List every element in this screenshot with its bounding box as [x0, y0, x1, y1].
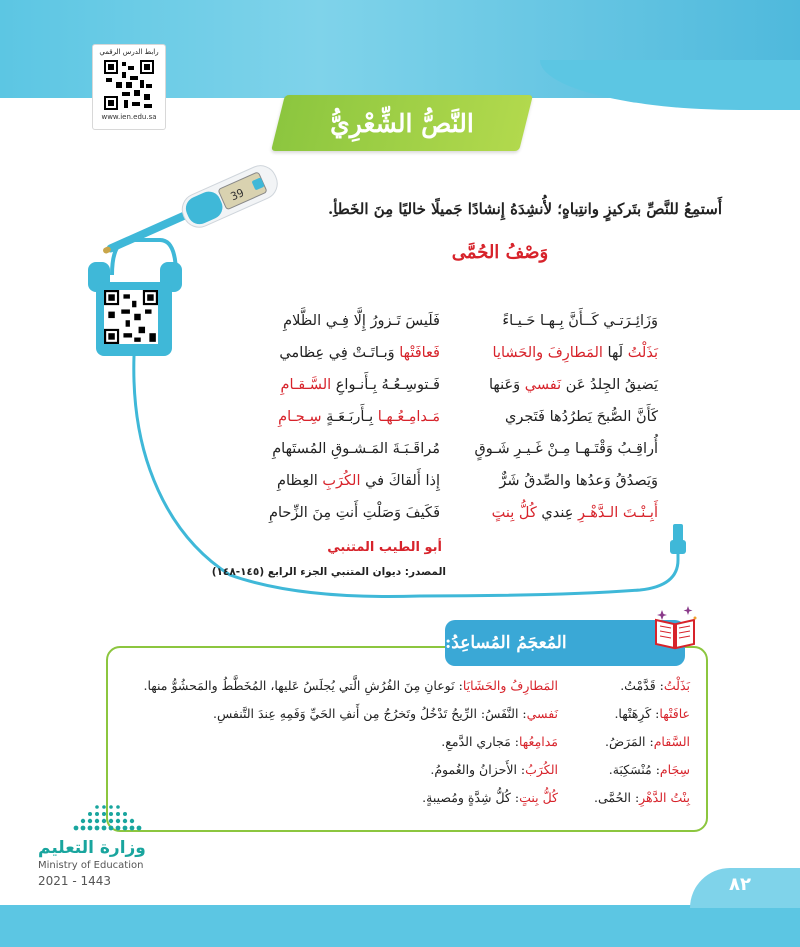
verse-text: وَيَصدُقُ وَعدُها والصِّدقُ شَرٌّ	[499, 473, 658, 489]
verse-text: وَبـاتَـتْ فِي عِظامي	[279, 345, 400, 361]
dictionary-term: الكُرَبُ	[525, 762, 558, 777]
open-book-icon	[650, 604, 700, 654]
dictionary-term: المَطارِفُ والحَشَايَا	[462, 678, 558, 693]
verse-hemistich	[438, 497, 658, 529]
highlighted-word: أَبِـنْـتَ الـدَّهْـرِ	[578, 505, 658, 521]
verse-hemistich	[220, 401, 440, 433]
poem-title: وَصْفُ الحُمَّى	[451, 242, 549, 263]
highlighted-word: كُلُّ بِنتٍ	[491, 505, 537, 521]
dictionary-entry	[560, 672, 690, 700]
verse-hemistich	[438, 465, 658, 497]
dictionary-entry	[118, 672, 558, 700]
dictionary-definition: : نَوعانِ مِنَ الفُرُشِ الَّتي يُجلَسُ عَليها، المُخَطَّطُ والمَحشُوُّ منها.	[143, 678, 463, 693]
dictionary-definition: : المَرَضُ.	[605, 734, 654, 749]
verse-text: فَكَيفَ وَصَلْتِ أَنتِ مِنَ الزِّحامِ	[268, 505, 440, 521]
edition-year: 2021 - 1443	[38, 874, 112, 888]
verse-hemistich	[220, 465, 440, 497]
dictionary-entry	[118, 784, 558, 812]
verse-text: وَعَنها	[489, 377, 525, 393]
digital-lesson-qr-card[interactable]	[92, 44, 166, 130]
verse-hemistich	[438, 433, 658, 465]
dictionary-right-column	[560, 672, 690, 812]
highlighted-word: نَفسي	[524, 377, 562, 393]
verse-text: يَضيقُ الجِلدُ عَن	[561, 377, 658, 393]
highlighted-word: بَذَلْتُ	[627, 345, 658, 361]
verse-hemistich	[438, 401, 658, 433]
section-title: النَّصُّ الشِّعْرِيُّ	[330, 108, 474, 138]
verse-hemistich	[220, 433, 440, 465]
audio-qr-code-icon[interactable]	[104, 290, 158, 344]
verse-text: فَـتوسِـعُـهُ بِـأَنـواعِ	[331, 377, 440, 393]
dictionary-term: سِجَام	[659, 762, 690, 777]
dictionary-term: السَّقام	[653, 734, 690, 749]
dictionary-entry	[560, 756, 690, 784]
dictionary-term: نَفسي	[526, 706, 558, 721]
page-number: ٨٢	[729, 874, 751, 895]
verse-hemistich	[220, 497, 440, 529]
verse-hemistich	[438, 369, 658, 401]
thermometer-reading: 39	[228, 186, 247, 204]
dictionary-definition: : النَّفَسُ: الرِّيحُ تَدْخُلُ وتَخرُجُ مِن أَنفِ الحَيِّ وَفَمِهِ عِندَ التَّنفسِ.	[212, 706, 527, 721]
verse-text: لَها	[602, 345, 628, 361]
verse-text: بِـأَربَـعَـةٍ	[321, 409, 378, 425]
top-band-curve	[540, 60, 800, 110]
dictionary-definition: : كَرِهَتْها.	[614, 706, 660, 721]
poet-name: أبو الطيب المتنبي	[327, 540, 442, 555]
verse-text: عِندي	[536, 505, 579, 521]
dictionary-term: بَذَلْتُ	[663, 678, 690, 693]
qr-caption: رابط الدرس الرقمي	[99, 48, 159, 56]
dictionary-header: المُعجَمُ المُساعِدُ:	[445, 633, 567, 653]
poem-right-hemistichs	[438, 305, 658, 529]
dictionary-term: مَدامِعُها	[518, 734, 558, 749]
qr-code-icon[interactable]	[104, 60, 154, 110]
verse-text: فَلَيسَ تَـزورُ إِلَّا فِـي الظَّلامِ	[283, 313, 440, 329]
highlighted-word: مَـدامِـعُـهـا	[377, 409, 440, 425]
verse-hemistich	[438, 337, 658, 369]
verse-text: أُراقِـبُ وَقْتَـهـا مِـنْ غَـيـرِ شَـوقٍ	[474, 441, 658, 457]
qr-url[interactable]: www.ien.edu.sa	[101, 113, 157, 121]
dictionary-entry	[560, 784, 690, 812]
poem-left-hemistichs	[220, 305, 440, 529]
highlighted-word: سِـجـامِ	[278, 409, 322, 425]
verse-hemistich	[438, 305, 658, 337]
dictionary-definition: : كُلُّ شِدَّةٍ ومُصيبةٍ.	[422, 790, 520, 805]
dictionary-term: عافَتْها	[659, 706, 690, 721]
dictionary-entry	[560, 728, 690, 756]
dictionary-entry	[560, 700, 690, 728]
dictionary-term: بِنْتُ الدَّهْرِ	[639, 790, 690, 805]
highlighted-word: المَطارِفَ والحَشايا	[492, 345, 603, 361]
dictionary-entry	[118, 700, 558, 728]
verse-text: إِذا أَلقاكَ في	[360, 473, 440, 489]
highlighted-word: السَّـقـامِ	[280, 377, 332, 393]
ministry-logo-icon	[70, 800, 150, 836]
dictionary-entry	[118, 756, 558, 784]
dictionary-entry	[118, 728, 558, 756]
verse-text: العِظامِ	[277, 473, 323, 489]
ministry-name-english: Ministry of Education	[38, 860, 144, 871]
verse-text: كَأَنَّ الصُّبحَ يَطرُدُها فَتَجري	[504, 409, 658, 425]
dictionary-definition: : الأَحزانُ والغُمومُ.	[430, 762, 526, 777]
dictionary-term: كُلُّ بِنتٍ	[519, 790, 558, 805]
verse-hemistich	[220, 337, 440, 369]
dictionary-definition: : مَجاري الدَّمعِ.	[441, 734, 519, 749]
poem-source: المصدر: ديوان المتنبي الجزء الرابع (١٤٥-١٤٨)	[211, 566, 446, 578]
verse-text: وَزَائِـرَتـي كَــأَنَّ بِـهـا حَـيـاءً	[502, 313, 658, 329]
listening-instruction: أَستمِعُ للنَّصِّ بتَركيزٍ وانتِباهٍ؛ لأُنشِدَهُ إِنشادًا جَميلًا خاليًا مِنَ الخَطأِ.	[328, 200, 722, 218]
bottom-decorative-band	[0, 905, 800, 947]
ministry-name-arabic: وزارة التعليم	[38, 838, 146, 858]
highlighted-word: الكُرَبِ	[322, 473, 361, 489]
verse-hemistich	[220, 369, 440, 401]
dictionary-definition: : قَدَّمْتُ.	[620, 678, 664, 693]
dictionary-definition: : مُنْسَكِبَة.	[608, 762, 660, 777]
dictionary-definition: : الحُمَّى.	[594, 790, 640, 805]
highlighted-word: فَعافَتْها	[399, 345, 440, 361]
dictionary-left-column	[118, 672, 558, 812]
verse-text: مُراقَـبَـةَ المَـشـوقِ المُستَهامِ	[272, 441, 440, 457]
verse-hemistich	[220, 305, 440, 337]
